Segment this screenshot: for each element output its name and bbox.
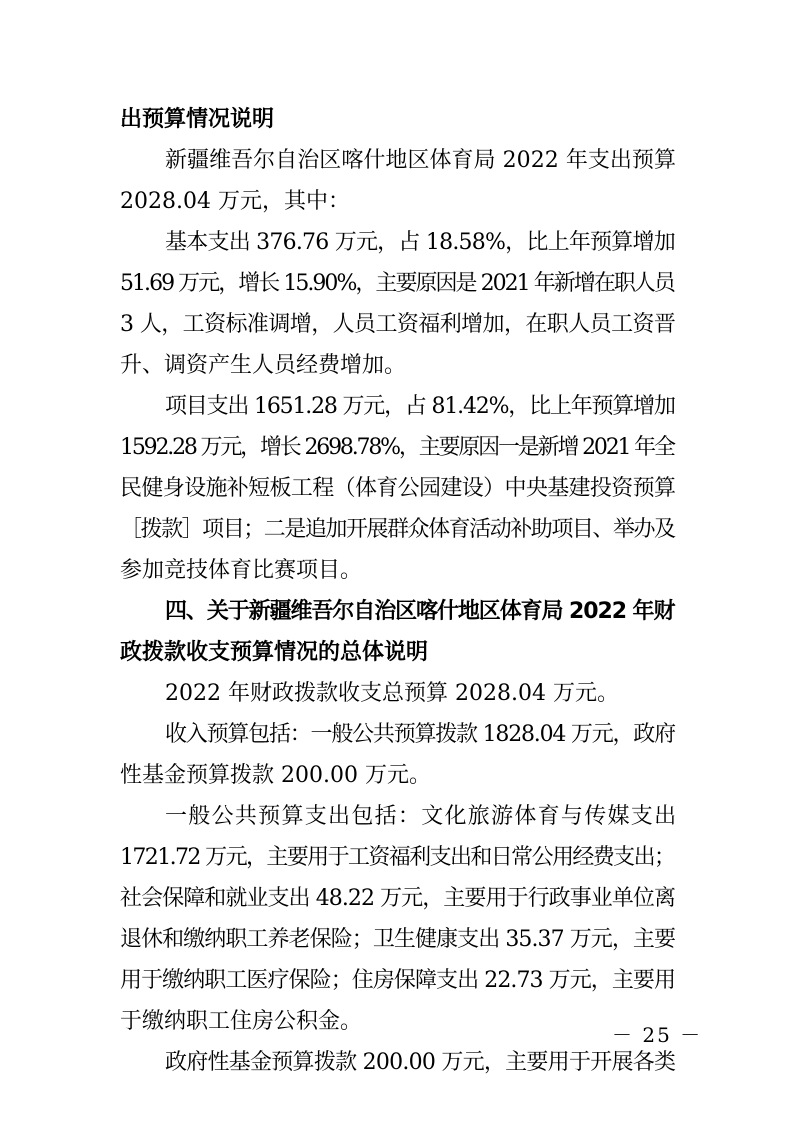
page-number: － 25 － (612, 1023, 703, 1047)
paragraph-line: 2028.04 万元，其中： (120, 189, 350, 214)
section-heading: 四、关于新疆维吾尔自治区喀什地区体育局 2022 年财 (165, 599, 675, 624)
paragraph-line: 参加竞技体育比赛项目。 (120, 558, 363, 583)
paragraph-line: 3 人，工资标准调增，人员工资福利增加，在职人员工资晋 (120, 312, 676, 337)
paragraph-line: 用于缴纳职工医疗保险；住房保障支出 22.73 万元，主要用 (120, 968, 676, 993)
paragraph-line: 项目支出 1651.28 万元，占 81.42%，比上年预算增加 (165, 394, 675, 419)
section-heading: 政拨款收支预算情况的总体说明 (120, 640, 429, 665)
paragraph-line: 收入预算包括：一般公共预算拨款 1828.04 万元，政府 (165, 722, 675, 747)
paragraph-line: 社会保障和就业支出 48.22 万元，主要用于行政事业单位离 (120, 886, 676, 911)
paragraph-line: 2022 年财政拨款收支总预算 2028.04 万元。 (165, 681, 619, 706)
paragraph-line: ［拨款］项目；二是追加开展群众体育活动补助项目、举办及 (120, 517, 675, 542)
paragraph-line: 升、调资产生人员经费增加。 (120, 353, 407, 378)
paragraph-line: 新疆维吾尔自治区喀什地区体育局 2022 年支出预算 (165, 148, 677, 173)
paragraph-line: 一般公共预算支出包括：文化旅游体育与传媒支出 (165, 804, 678, 829)
paragraph-line: 退休和缴纳职工养老保险；卫生健康支出 35.37 万元，主要 (120, 927, 676, 952)
paragraph-line: 51.69 万元，增长 15.90%，主要原因是 2021 年新增在职人员 (120, 271, 674, 296)
paragraph-line: 政府性基金预算拨款 200.00 万元，主要用于开展各类 (165, 1050, 676, 1075)
paragraph-line: 1721.72 万元，主要用于工资福利支出和日常公用经费支出； (120, 845, 675, 870)
paragraph-line: 于缴纳职工住房公积金。 (120, 1009, 363, 1034)
paragraph-line: 1592.28 万元，增长 2698.78%，主要原因一是新增 2021 年全 (120, 435, 674, 460)
section-heading-continuation: 出预算情况说明 (120, 107, 275, 132)
paragraph-line: 民健身设施补短板工程（体育公园建设）中央基建投资预算 (120, 476, 676, 501)
paragraph-line: 基本支出 376.76 万元，占 18.58%，比上年预算增加 (165, 230, 675, 255)
paragraph-line: 性基金预算拨款 200.00 万元。 (120, 763, 431, 788)
